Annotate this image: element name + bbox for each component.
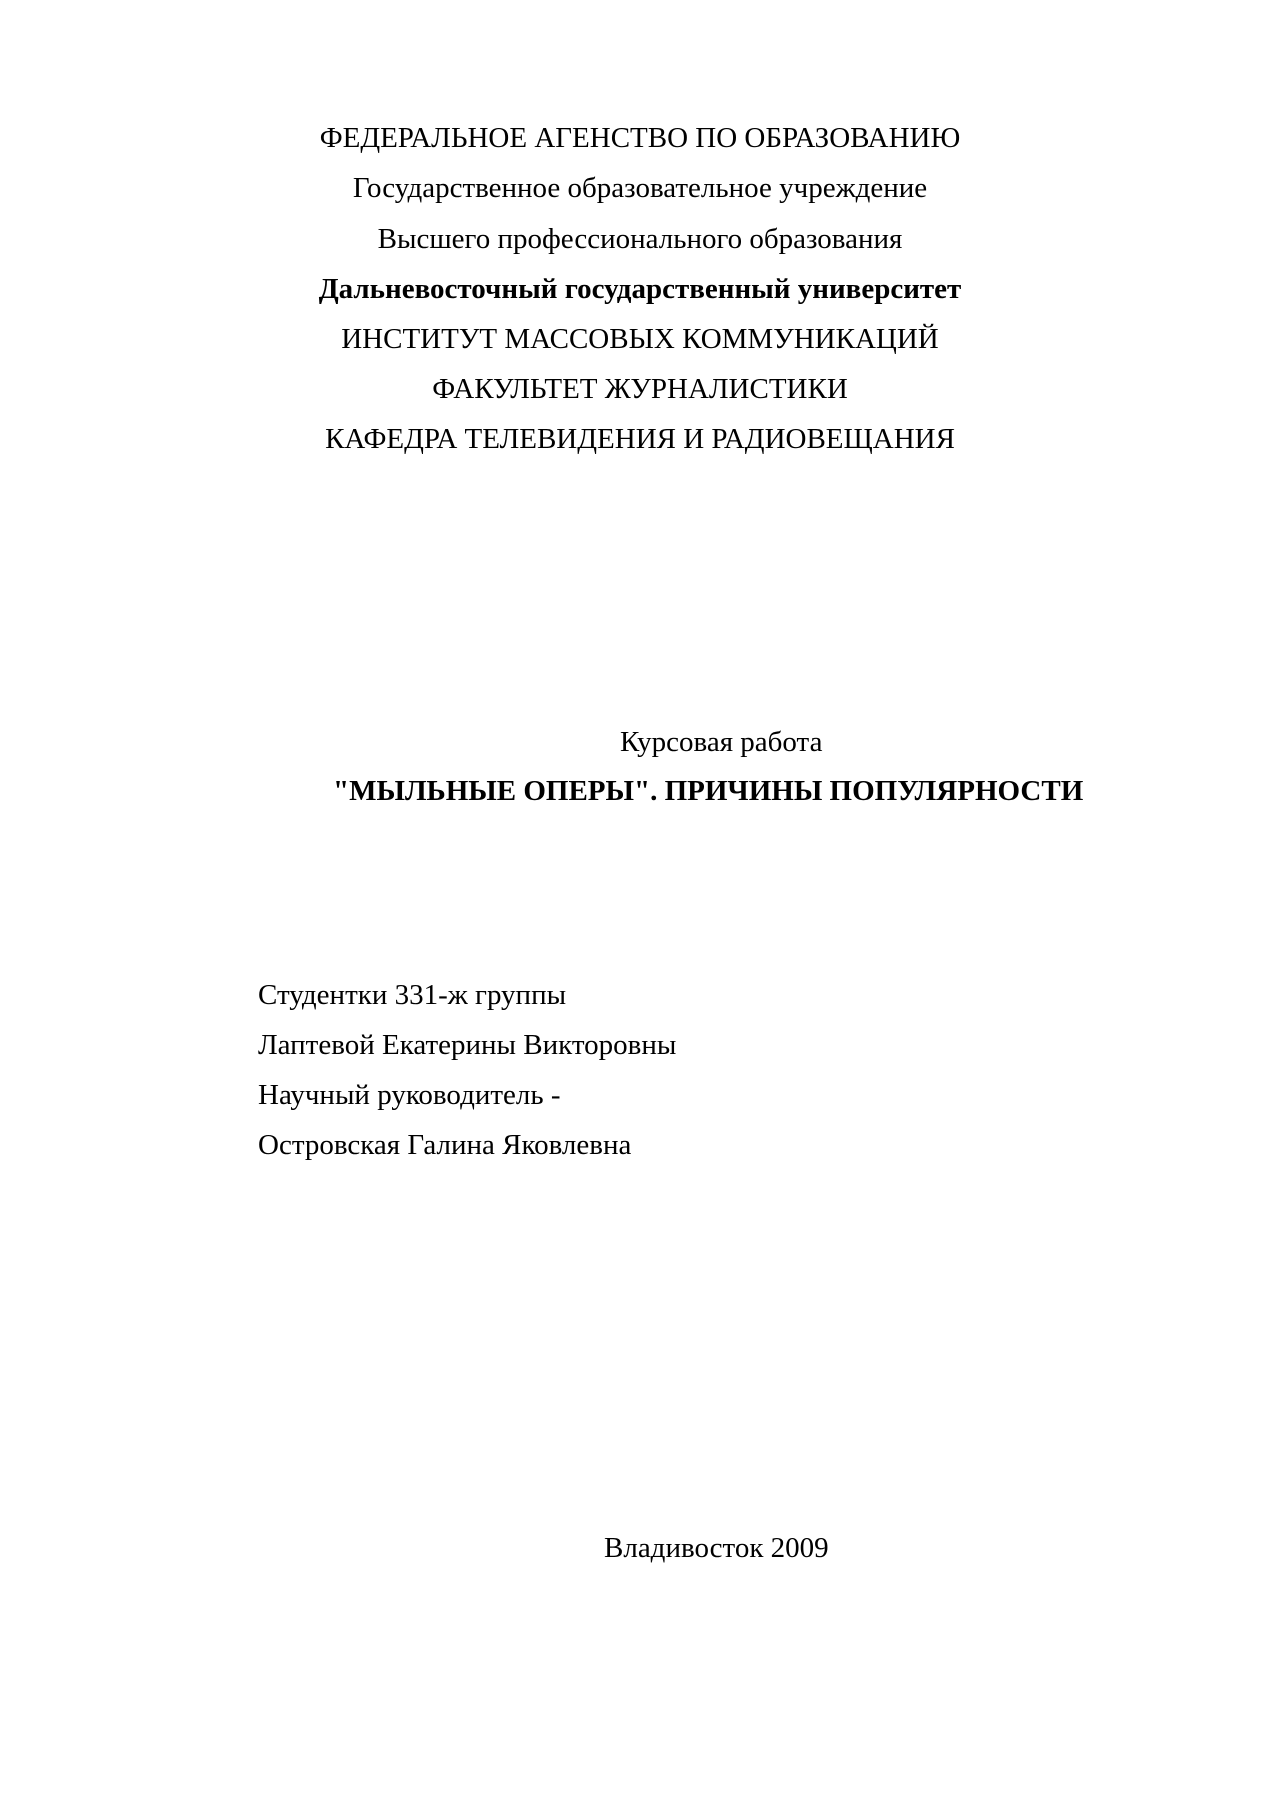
agency-heading: ФЕДЕРАЛЬНОЕ АГЕНСТВО ПО ОБРАЗОВАНИЮ [319,122,961,154]
university-name: Дальневосточный государственный университет [318,273,962,305]
institute-name: ИНСТИТУТ МАССОВЫХ КОММУНИКАЦИЙ [341,323,939,355]
supervisor-label: Научный руководитель - [258,1079,561,1111]
student-name: Лаптевой Екатерины Викторовны [258,1029,677,1061]
education-level: Высшего профессионального образования [377,223,903,255]
city-year: Владивосток 2009 [604,1532,829,1564]
department-name: КАФЕДРА ТЕЛЕВИДЕНИЯ И РАДИОВЕЩАНИЯ [325,423,955,455]
faculty-name: ФАКУЛЬТЕТ ЖУРНАЛИСТИКИ [432,373,848,405]
student-group: Студентки 331-ж группы [258,979,567,1011]
work-type: Курсовая работа [620,726,823,758]
institution-type: Государственное образовательное учреждение [352,172,928,204]
supervisor-name: Островская Галина Яковлевна [258,1129,632,1161]
work-title: "МЫЛЬНЫЕ ОПЕРЫ". ПРИЧИНЫ ПОПУЛЯРНОСТИ [333,775,1084,807]
